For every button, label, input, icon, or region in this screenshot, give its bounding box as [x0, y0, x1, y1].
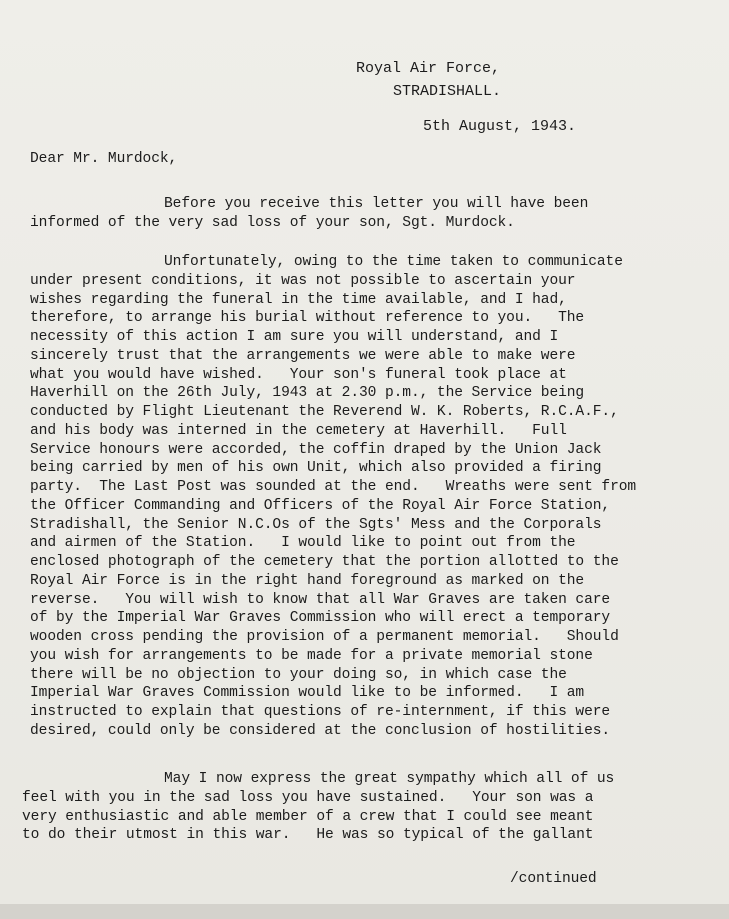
- header-org: Royal Air Force,: [356, 60, 501, 77]
- body-line: informed of the very sad loss of your son, Sgt. Murdock.: [30, 214, 515, 231]
- continued-marker: /continued: [510, 871, 597, 887]
- body-line: feel with you in the sad loss you have sustained. Your son was a: [22, 789, 594, 806]
- body-line: necessity of this action I am sure you will understand, and I: [30, 329, 559, 345]
- page-bottom-edge: [0, 904, 729, 919]
- header-date: 5th August, 1943.: [423, 118, 577, 135]
- body-line: Before you receive this letter you will have been: [164, 196, 589, 212]
- body-line: desired, could only be considered at the conclusion of hostilities.: [30, 722, 611, 739]
- body-line: instructed to explain that questions of re-internment, if this were: [30, 704, 611, 720]
- header-station: STRADISHALL.: [393, 83, 502, 100]
- body-line: under present conditions, it was not possible to ascertain your: [30, 272, 576, 289]
- body-line: the Officer Commanding and Officers of the Royal Air Force Station,: [30, 497, 611, 514]
- body-line: to do their utmost in this war. He was so typical of the gallant: [22, 827, 594, 844]
- body-line: enclosed photograph of the cemetery that the portion allotted to the: [30, 554, 619, 570]
- body-line: and airmen of the Station. I would like to point out from the: [30, 535, 576, 552]
- body-line: Haverhill on the 26th July, 1943 at 2.30 p.m., the Service being: [30, 385, 585, 402]
- body-line: being carried by men of his own Unit, which also provided a firing: [30, 460, 602, 477]
- salutation: Dear Mr. Murdock,: [30, 151, 178, 167]
- body-line: reverse. You will wish to know that all War Graves are taken care: [30, 591, 611, 608]
- body-line: Unfortunately, owing to the time taken to communicate: [164, 254, 623, 270]
- body-line: what you would have wished. Your son's funeral took place at: [30, 366, 567, 383]
- body-line: there will be no objection to your doing so, in which case the: [30, 666, 567, 683]
- body-line: wooden cross pending the provision of a permanent memorial. Should: [30, 629, 619, 645]
- body-line: and his body was interned in the cemetery at Haverhill. Full: [30, 422, 567, 439]
- body-line: you wish for arrangements to be made for a private memorial stone: [30, 647, 593, 664]
- body-line: Imperial War Graves Commission would like to be informed. I am: [30, 685, 585, 702]
- body-line: therefore, to arrange his burial without reference to you. The: [30, 310, 585, 327]
- body-line: Service honours were accorded, the coffin draped by the Union Jack: [30, 441, 602, 458]
- body-line: wishes regarding the funeral in the time available, and I had,: [30, 291, 567, 308]
- body-line: conducted by Flight Lieutenant the Reverend W. K. Roberts, R.C.A.F.,: [30, 404, 619, 420]
- body-line: Stradishall, the Senior N.C.Os of the Sgts' Mess and the Corporals: [30, 516, 602, 533]
- body-line: party. The Last Post was sounded at the end. Wreaths were sent from: [30, 479, 637, 495]
- body-line: very enthusiastic and able member of a crew that I could see meant: [22, 808, 594, 825]
- body-line: May I now express the great sympathy which all of us: [164, 771, 615, 787]
- body-line: sincerely trust that the arrangements we were able to make were: [30, 347, 576, 364]
- body-line: of by the Imperial War Graves Commission who will erect a temporary: [30, 610, 611, 627]
- body-line: Royal Air Force is in the right hand foreground as marked on the: [30, 572, 585, 589]
